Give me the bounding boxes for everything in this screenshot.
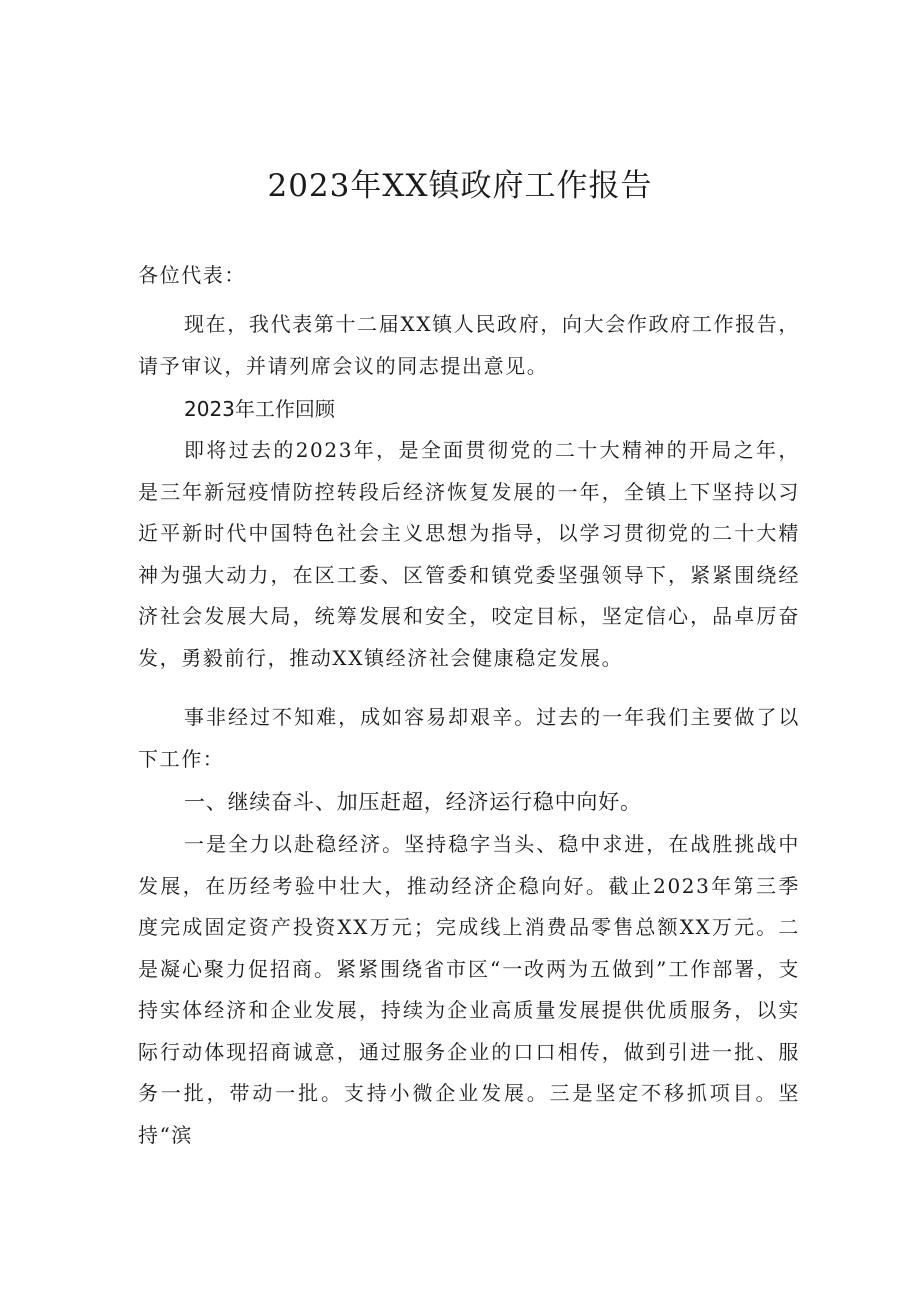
subheading-work-review: 2023年工作回顾 — [184, 397, 335, 421]
paragraph-economy-details: 一是全力以赴稳经济。坚持稳字当头、稳中求进，在战胜挑战中发展，在历经考验中壮大，推动经济企稳向好。截止2023年第三季度完成固定资产投资XX万元；完成线上消费品零售总额XX万元。二是凝心聚力促招商。紧紧围绕省市区“一改两为五做到”工作部署，支持实体经济和企业发展，持续为企业高质量发展提供优质服务，以实际行动体现招商诚意，通过服务企业的口口相传，做到引进一批、服务一批，带动一批。支持小微企业发展。三是坚定不移抓项目。坚持“滨 — [138, 832, 800, 1147]
paragraph-opening: 现在，我代表第十二届XX镇人民政府，向大会作政府工作报告，请予审议，并请列席会议的同志提出意见。 — [138, 312, 800, 378]
section-heading-economy: 一、继续奋斗、加压赶超，经济运行稳中向好。 — [184, 790, 642, 814]
salutation: 各位代表： — [138, 263, 246, 287]
paragraph-review-summary: 即将过去的2023年，是全面贯彻党的二十大精神的开局之年，是三年新冠疫情防控转段后经济恢复发展的一年，全镇上下坚持以习近平新时代中国特色社会主义思想为指导，以学习贯彻党的二十大精神为强大动力，在区工委、区管委和镇党委坚强领导下，紧紧围绕经济社会发展大局，统筹发展和安全，咬定目标，坚定信心，品卓厉奋发，勇毅前行，推动XX镇经济社会健康稳定发展。 — [138, 438, 800, 670]
paragraph-transition: 事非经过不知难，成如容易却艰辛。过去的一年我们主要做了以下工作： — [138, 705, 800, 771]
document-title: 2023年XX镇政府工作报告 — [267, 168, 653, 204]
